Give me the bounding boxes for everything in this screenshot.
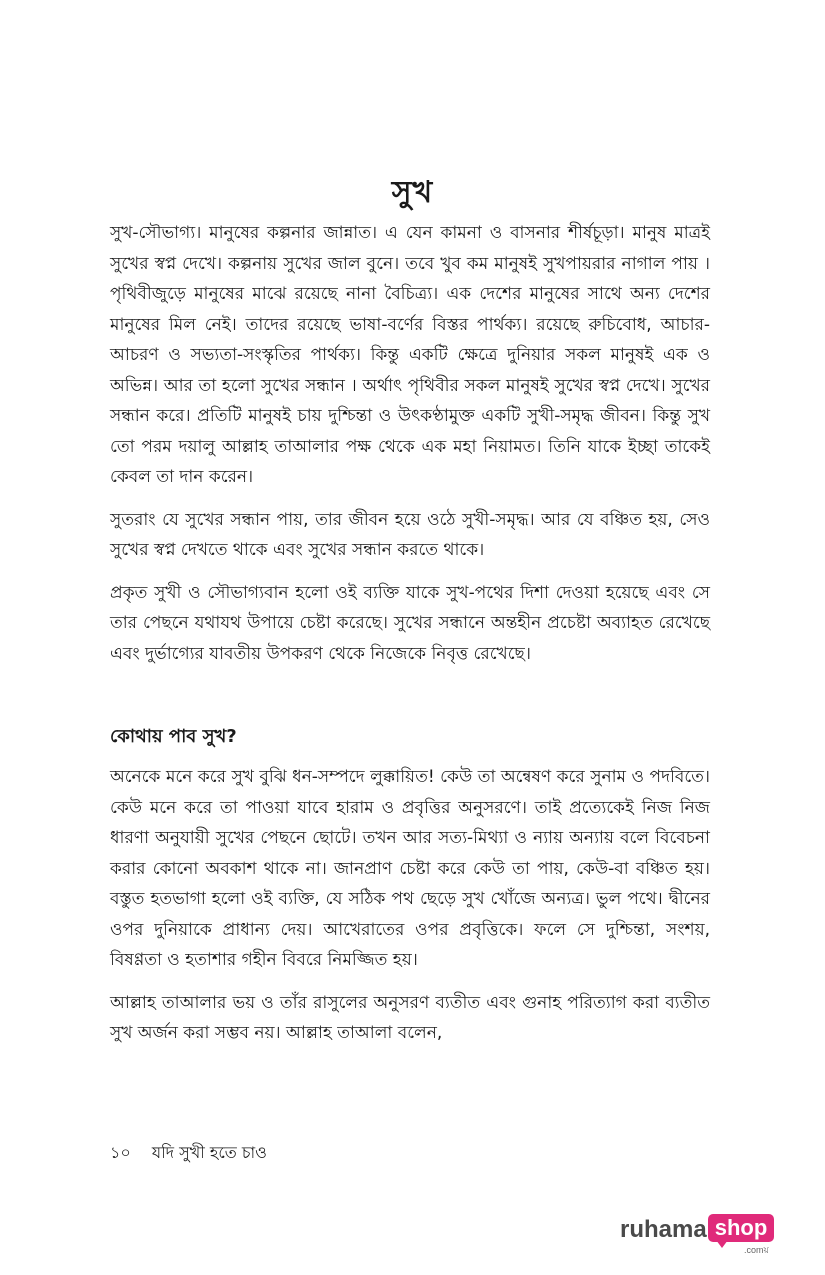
page-title: সুখ	[391, 175, 434, 210]
section-heading: কোথায় পাব সুখ?	[110, 726, 237, 747]
paragraph: অনেকে মনে করে সুখ বুঝি ধন-সম্পদে লুক্কায়িত! কেউ তা অন্বেষণ করে সুনাম ও পদবিতে। কেউ মনে করে তা পাওয়া যাবে হারাম ও প্রবৃত্তির অনুসরণে। তাই প্রত্যেকেই নিজ নিজ ধারণা অনুযায়ী সুখের পেছনে ছোটে। তখন আর সত্য-মিথ্যা ও ন্যায় অন্যায় বলে বিবেচনা করার কোনো অবকাশ থাকে না। জানপ্রাণ চেষ্টা করে কেউ তা পায়, কেউ-বা বঞ্চিত হয়। বস্তুত হতভাগা হলো ওই ব্যক্তি, যে সঠিক পথ ছেড়ে সুখ খোঁজে অন্যত্র। ভুল পথে। দ্বীনের ওপর দুনিয়াকে প্রাধান্য দেয়। আখেরাতের ওপর প্রবৃত্তিকে। ফলে সে দুশ্চিন্তা, সংশয়, বিষণ্ণতা ও হতাশার গহীন বিবরে নিমজ্জিত হয়।	[110, 767, 710, 970]
paragraph: আল্লাহ তাআলার ভয় ও তাঁর রাসুলের অনুসরণ ব্যতীত এবং গুনাহ পরিত্যাগ করা ব্যতীত সুখ অর্জন করা সম্ভব নয়। আল্লাহ তাআলা বলেন,	[110, 992, 710, 1043]
paragraph: সুতরাং যে সুখের সন্ধান পায়, তার জীবন হয়ে ওঠে সুখী-সমৃদ্ধ। আর যে বঞ্চিত হয়, সেও সুখের স্বপ্ন দেখতে থাকে এবং সুখের সন্ধান করতে থাকে।	[110, 509, 710, 560]
logo-text-ruhama: ruhama	[620, 1216, 707, 1243]
speech-tail-icon	[716, 1240, 728, 1248]
paragraph: সুখ-সৌভাগ্য। মানুষের কল্পনার জান্নাত। এ যেন কামনা ও বাসনার শীর্ষচূড়া। মানুষ মাত্রই সুখের স্বপ্ন দেখে। কল্পনায় সুখের জাল বুনে। তবে খুব কম মানুষই সুখপায়রার নাগাল পায় । পৃথিবীজুড়ে মানুষের মাঝে রয়েছে নানা বৈচিত্র্য। এক দেশের মানুষের সাথে অন্য দেশের মানুষের মিল নেই। তাদের রয়েছে ভাষা-বর্ণের বিস্তর পার্থক্য। রয়েছে রুচিবোধ, আচার-আচরণ ও সভ্যতা-সংস্কৃতির পার্থক্য। কিন্তু একটি ক্ষেত্রে দুনিয়ার সকল মানুষই এক ও অভিন্ন। আর তা হলো সুখের সন্ধান । অর্থাৎ পৃথিবীর সকল মানুষই সুখের স্বপ্ন দেখে। সুখের সন্ধান করে। প্রতিটি মানুষই চায় দুশ্চিন্তা ও উৎকণ্ঠামুক্ত একটি সুখী-সমৃদ্ধ জীবন। কিন্তু সুখ তো পরম দয়ালু আল্লাহ তাআলার পক্ষ থেকে এক মহা নিয়ামত। তিনি যাকে ইচ্ছা তাকেই কেবল তা দান করেন।	[110, 223, 710, 487]
running-title: যদি সুখী হতে চাও	[151, 1143, 267, 1162]
intro-section	[110, 218, 710, 681]
logo-text-shop: shop	[714, 1215, 768, 1240]
logo-shop-badge	[708, 1214, 774, 1242]
page-footer	[110, 1140, 267, 1167]
logo-domain-suffix: .comয়	[744, 1245, 769, 1255]
page-number: ১০	[110, 1143, 131, 1162]
ruhamashop-logo	[620, 1210, 780, 1255]
where-section	[110, 762, 710, 1061]
paragraph: প্রকৃত সুখী ও সৌভাগ্যবান হলো ওই ব্যক্তি যাকে সুখ-পথের দিশা দেওয়া হয়েছে এবং সে তার পেছনে যথাযথ উপায়ে চেষ্টা করেছে। সুখের সন্ধানে অন্তহীন প্রচেষ্টা অব্যাহত রেখেছে এবং দুর্ভাগ্যের যাবতীয় উপকরণ থেকে নিজেকে নিবৃত্ত রেখেছে।	[110, 582, 710, 664]
